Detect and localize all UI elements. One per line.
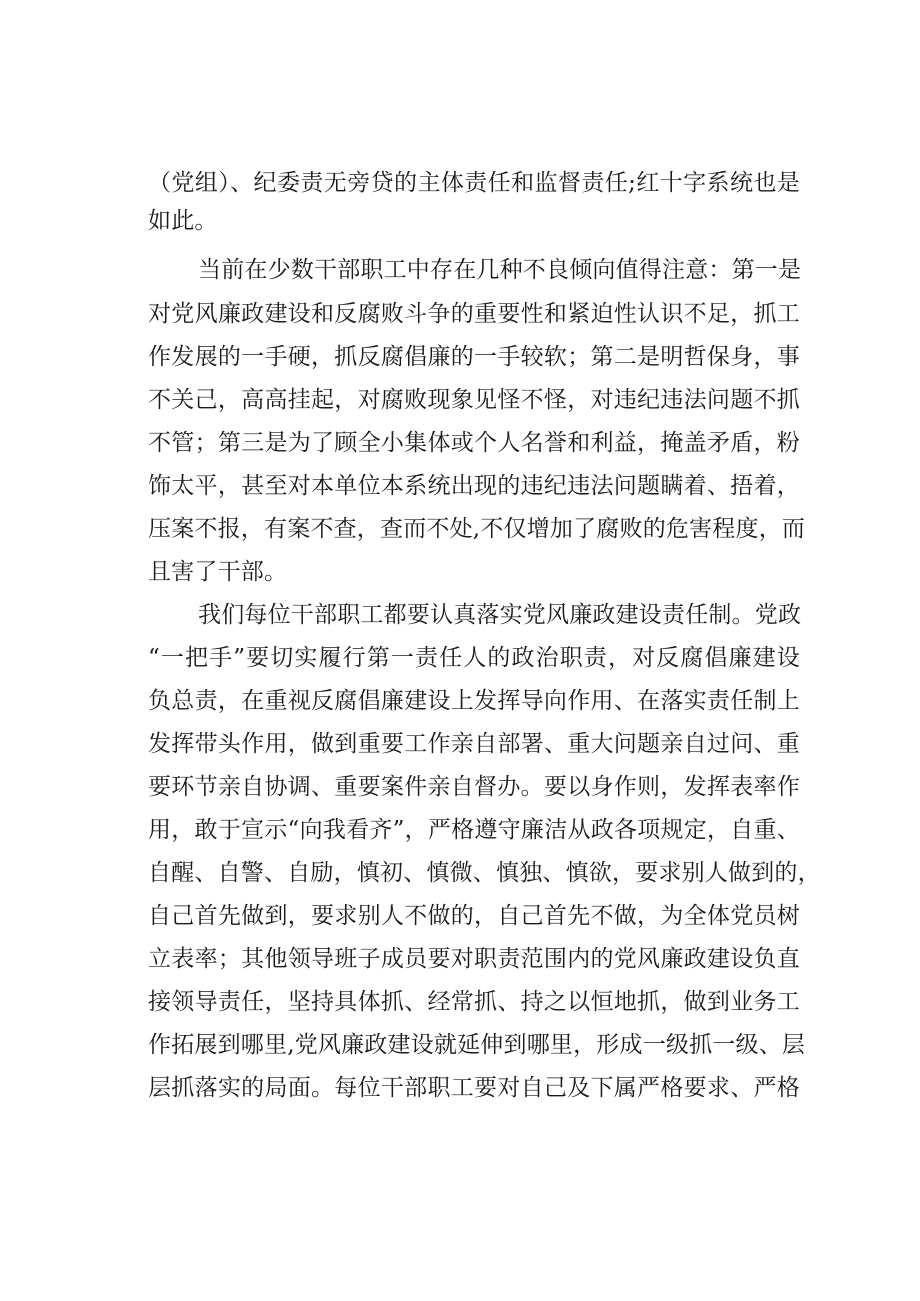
paragraph-start-line: 我们每位干部职工都要认真落实党风廉政建设责任制。党政 [198,602,802,628]
text-line: 作发展的一手硬，抓反腐倡廉的一手较软；第二是明哲保身，事 [148,344,800,370]
text-line: “一把手”要切实履行第一责任人的政治职责，对反腐倡廉建设 [148,645,800,671]
text-line: （党组）、纪委责无旁贷的主体责任和监督责任;红十字系统也是 [148,170,800,196]
text-line: 饰太平，甚至对本单位本系统出现的违纪违法问题瞒着、捂着， [148,473,800,499]
text-line: 压案不报，有案不查，查而不处,不仅增加了腐败的危害程度，而 [148,516,806,542]
text-line: 且害了干部。 [148,559,288,585]
paragraph-start-line: 当前在少数干部职工中存在几种不良倾向值得注意：第一是 [198,257,802,283]
text-line: 层抓落实的局面。每位干部职工要对自己及下属严格要求、严格 [148,1075,800,1101]
text-line: 立表率；其他领导班子成员要对职责范围内的党风廉政建设负直 [148,946,800,972]
text-line: 不关己，高高挂起，对腐败现象见怪不怪，对违纪违法问题不抓 [148,387,800,413]
text-line: 要环节亲自协调、重要案件亲自督办。要以身作则，发挥表率作 [148,774,800,800]
text-line: 发挥带头作用，做到重要工作亲自部署、重大问题亲自过问、重 [148,731,800,757]
text-line: 负总责，在重视反腐倡廉建设上发挥导向作用、在落实责任制上 [148,688,800,714]
text-line: 作拓展到哪里,党风廉政建设就延伸到哪里，形成一级抓一级、层 [148,1032,806,1058]
text-line: 对党风廉政建设和反腐败斗争的重要性和紧迫性认识不足，抓工 [148,301,800,327]
text-line: 接领导责任，坚持具体抓、经常抓、持之以恒地抓，做到业务工 [148,989,800,1015]
text-line: 不管；第三是为了顾全小集体或个人名誉和利益，掩盖矛盾，粉 [148,430,800,456]
text-line: 用，敢于宣示“向我看齐”，严格遵守廉洁从政各项规定，自重、 [148,817,800,843]
text-line: 自醒、自警、自励，慎初、慎微、慎独、慎欲，要求别人做到的， [148,860,821,886]
text-line: 自己首先做到，要求别人不做的，自己首先不做，为全体党员树 [148,903,800,929]
text-line: 如此。 [148,208,218,234]
